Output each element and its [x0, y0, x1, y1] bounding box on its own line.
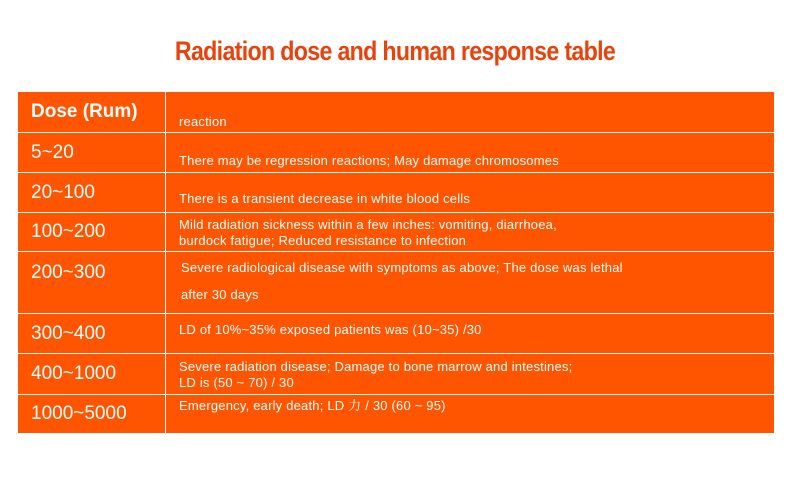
reaction-cell: [179, 314, 766, 353]
reaction-line: LD is (50 ~ 70) / 30: [179, 375, 294, 390]
reaction-line: LD of 10%~35% exposed patients was (10~35) /30: [179, 322, 482, 337]
dose-value: 200~300: [31, 262, 106, 283]
reaction-line: Emergency, early death; LD 力 / 30 (60 ~ 95): [179, 398, 446, 413]
dose-cell: [18, 252, 166, 313]
reaction-line: after 30 days: [181, 287, 259, 302]
reaction-line: Mild radiation sickness within a few inches: vomiting, diarrhoea,: [179, 217, 557, 232]
table-row: [18, 212, 774, 251]
reaction-cell: [179, 213, 766, 251]
table-row: [18, 132, 774, 172]
dose-cell: 5~20: [18, 133, 166, 172]
header-reaction: [179, 92, 766, 132]
reaction-cell: [179, 252, 766, 313]
dose-cell: 20~100: [18, 173, 166, 212]
dose-cell: 400~1000: [18, 354, 166, 394]
table-row: [18, 313, 774, 353]
table-header-row: [18, 92, 774, 132]
dose-cell: 1000~5000: [18, 395, 166, 433]
header-reaction-text: reaction: [179, 114, 227, 129]
reaction-line: There may be regression reactions; May damage chromosomes: [179, 153, 559, 168]
dose-response-table: [18, 92, 774, 433]
table-row: [18, 353, 774, 394]
reaction-line: Severe radiological disease with symptoms as above; The dose was lethal: [181, 260, 623, 275]
table-row: [18, 394, 774, 433]
dose-cell: 300~400: [18, 314, 166, 353]
reaction-line: There is a transient decrease in white blood cells: [179, 191, 471, 206]
table-row: [18, 251, 774, 313]
reaction-cell: [179, 173, 766, 212]
table-row: [18, 172, 774, 212]
page-title: Radiation dose and human response table: [174, 36, 616, 66]
reaction-line: Severe radiation disease; Damage to bone marrow and intestines;: [179, 359, 573, 374]
header-dose: Dose (Rum): [18, 92, 166, 132]
reaction-cell: [179, 395, 766, 433]
reaction-cell: [179, 133, 766, 172]
reaction-cell: [179, 354, 766, 394]
dose-cell: 100~200: [18, 213, 166, 251]
reaction-line: burdock fatigue; Reduced resistance to infection: [179, 233, 467, 248]
